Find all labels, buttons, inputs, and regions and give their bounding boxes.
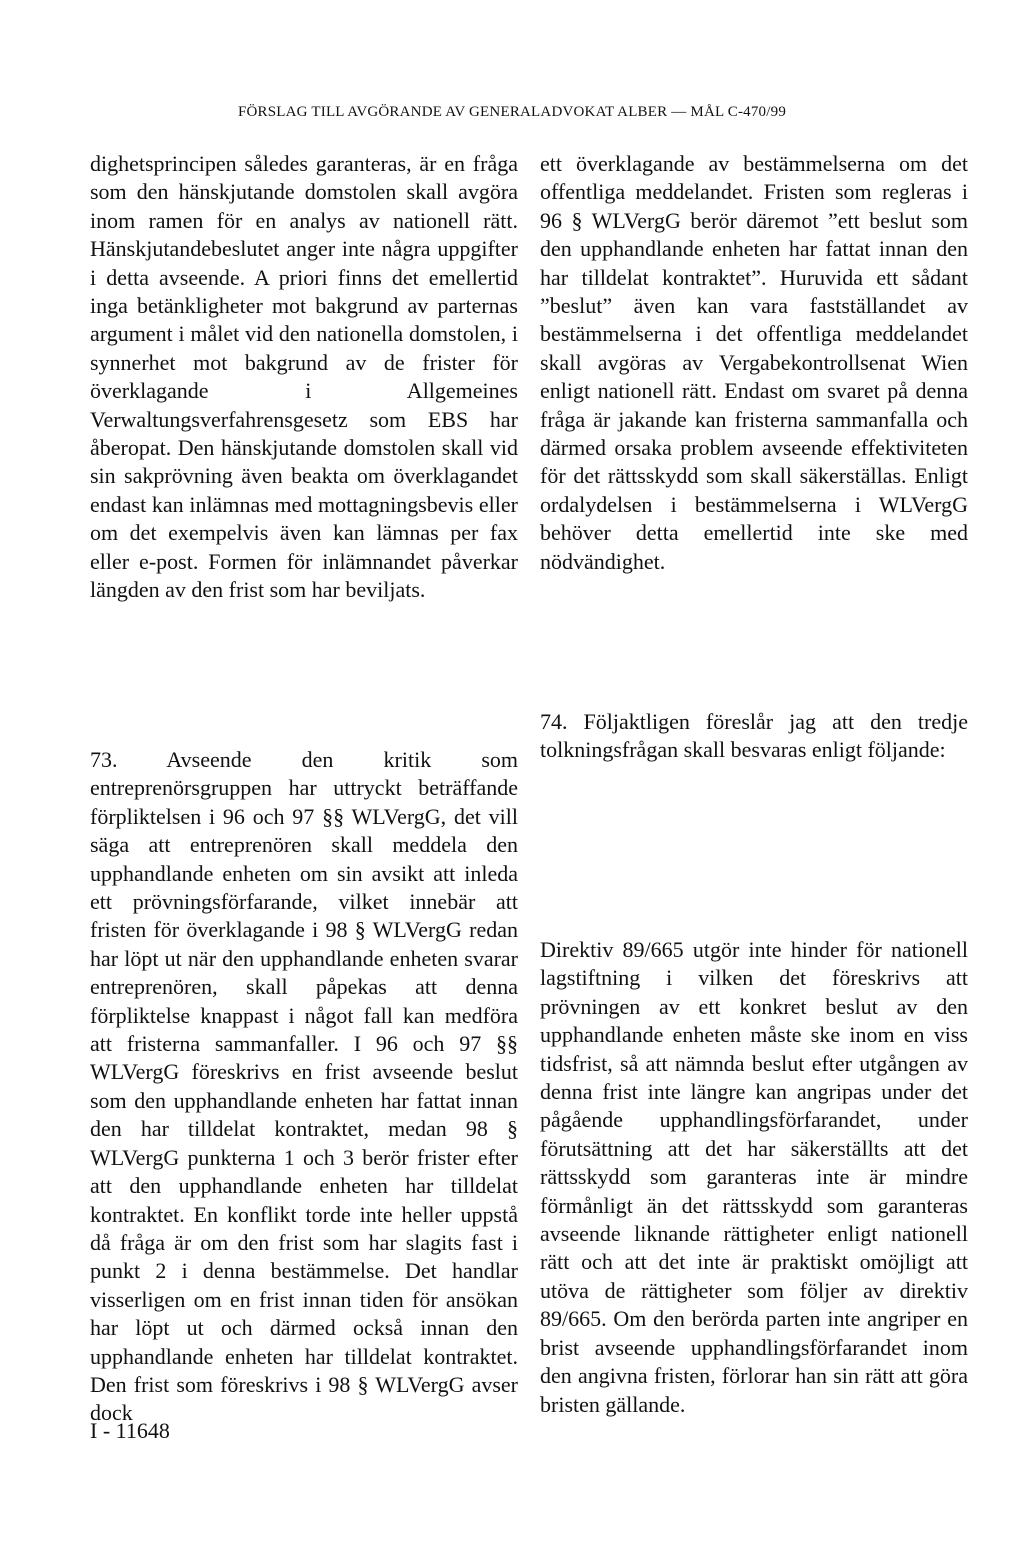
paragraph-text: dighetsprincipen således garanteras, är en fråga som den hänskjutande domstolen skall avgöra inom ramen för en analys av nationell rätt. Hänskjutandebeslutet anger inte några uppgifter i detta avseende. A priori finns det emellertid inga betänkligheter mot bakgrund av parternas argument i målet vid den nationella domstolen, i synnerhet mot bakgrund av de frister för överklagande i Allgemeines Verwaltungsverfahrensgesetz som EBS har åberopat. Den hänskjutande domstolen skall vid sin sakprövning även beakta om överklagandet endast kan inlämnas med mottagningsbevis eller om det exempelvis även kan lämnas per fax eller e-post. Formen för inlämnandet påverkar längden av den frist som har beviljats. (90, 151, 518, 603)
paragraph-74 (540, 708, 968, 765)
page-number: I - 11648 (90, 1418, 170, 1443)
paragraph-73 (90, 746, 518, 1428)
proposed-answer (540, 936, 968, 1419)
running-header: FÖRSLAG TILL AVGÖRANDE AV GENERALADVOKAT ALBER — MÅL C-470/99 (237, 104, 787, 120)
paragraph-text: 73. Avseende den kritik som entreprenörsgruppen har uttryckt beträffande förpliktelsen i 96 och 97 §§ WLVergG, det vill säga att entreprenören skall meddela den upphandlande enheten om sin avsikt att inleda ett prövningsförfarande, vilket innebär att fristen för överklagande i 98 § WLVergG redan har löpt ut när den upphandlande enheten svarar entreprenören, skall påpekas att denna förpliktelse knappast i något fall kan medföra att fristerna sammanfaller. I 96 och 97 §§ WLVergG föreskrivs en frist avseende beslut som den upphandlande enheten har fattat innan den har tilldelat kontraktet, medan 98 § WLVergG punkterna 1 och 3 berör frister efter att den upphandlande enheten har tilldelat kontraktet. En konflikt torde inte heller uppstå då fråga är om den frist som har slagits fast i punkt 2 i denna bestämmelse. Det handlar visserligen om en frist innan tiden för ansökan har löpt ut och därmed också innan den upphandlande enheten har tilldelat kontraktet. Den frist som föreskrivs i 98 § WLVergG avser dock (90, 747, 518, 1426)
paragraph-text: 74. Följaktligen föreslår jag att den tredje tolkningsfrågan skall besvaras enligt följande: (540, 709, 968, 763)
paragraph-text: ett överklagande av bestämmelserna om det offentliga meddelandet. Fristen som regleras i 96 § WLVergG berör däremot ”ett beslut som den upphandlande enheten har fattat innan den har tilldelat kontraktet”. Huruvida ett sådant ”beslut” även kan vara fastställandet av bestämmelserna i det offentliga meddelandet skall avgöras av Vergabekontrollsenat Wien enligt nationell rätt. Endast om svaret på denna fråga är jakande kan fristerna sammanfalla och därmed orsaka problem avseende effektiviteten för det rättsskydd som skall säkerställas. Enligt ordalydelsen i bestämmelserna i WLVergG behöver detta emellertid inte ske med nödvändighet. (540, 151, 968, 574)
right-column-continued-paragraph (540, 150, 968, 576)
left-column-continued-paragraph (90, 150, 518, 605)
paragraph-text: Direktiv 89/665 utgör inte hinder för nationell lagstiftning i vilken det föreskrivs att prövningen av ett konkret beslut av den upphandlande enheten måste ske inom en viss tidsfrist, så att nämnda beslut efter utgången av denna frist inte längre kan angripas under det pågående upphandlingsförfarandet, under förutsättning att det har säkerställts att det rättsskydd som garanteras inte är mindre förmånligt än det rättsskydd som garanteras avseende liknande rättigheter enligt nationell rätt och att det inte är praktiskt omöjligt att utöva de rättigheter som följer av direktiv 89/665. Om den berörda parten inte angriper en brist avseende upphandlingsförfarandet inom den angivna fristen, förlorar han sin rätt att göra bristen gällande. (540, 937, 968, 1417)
